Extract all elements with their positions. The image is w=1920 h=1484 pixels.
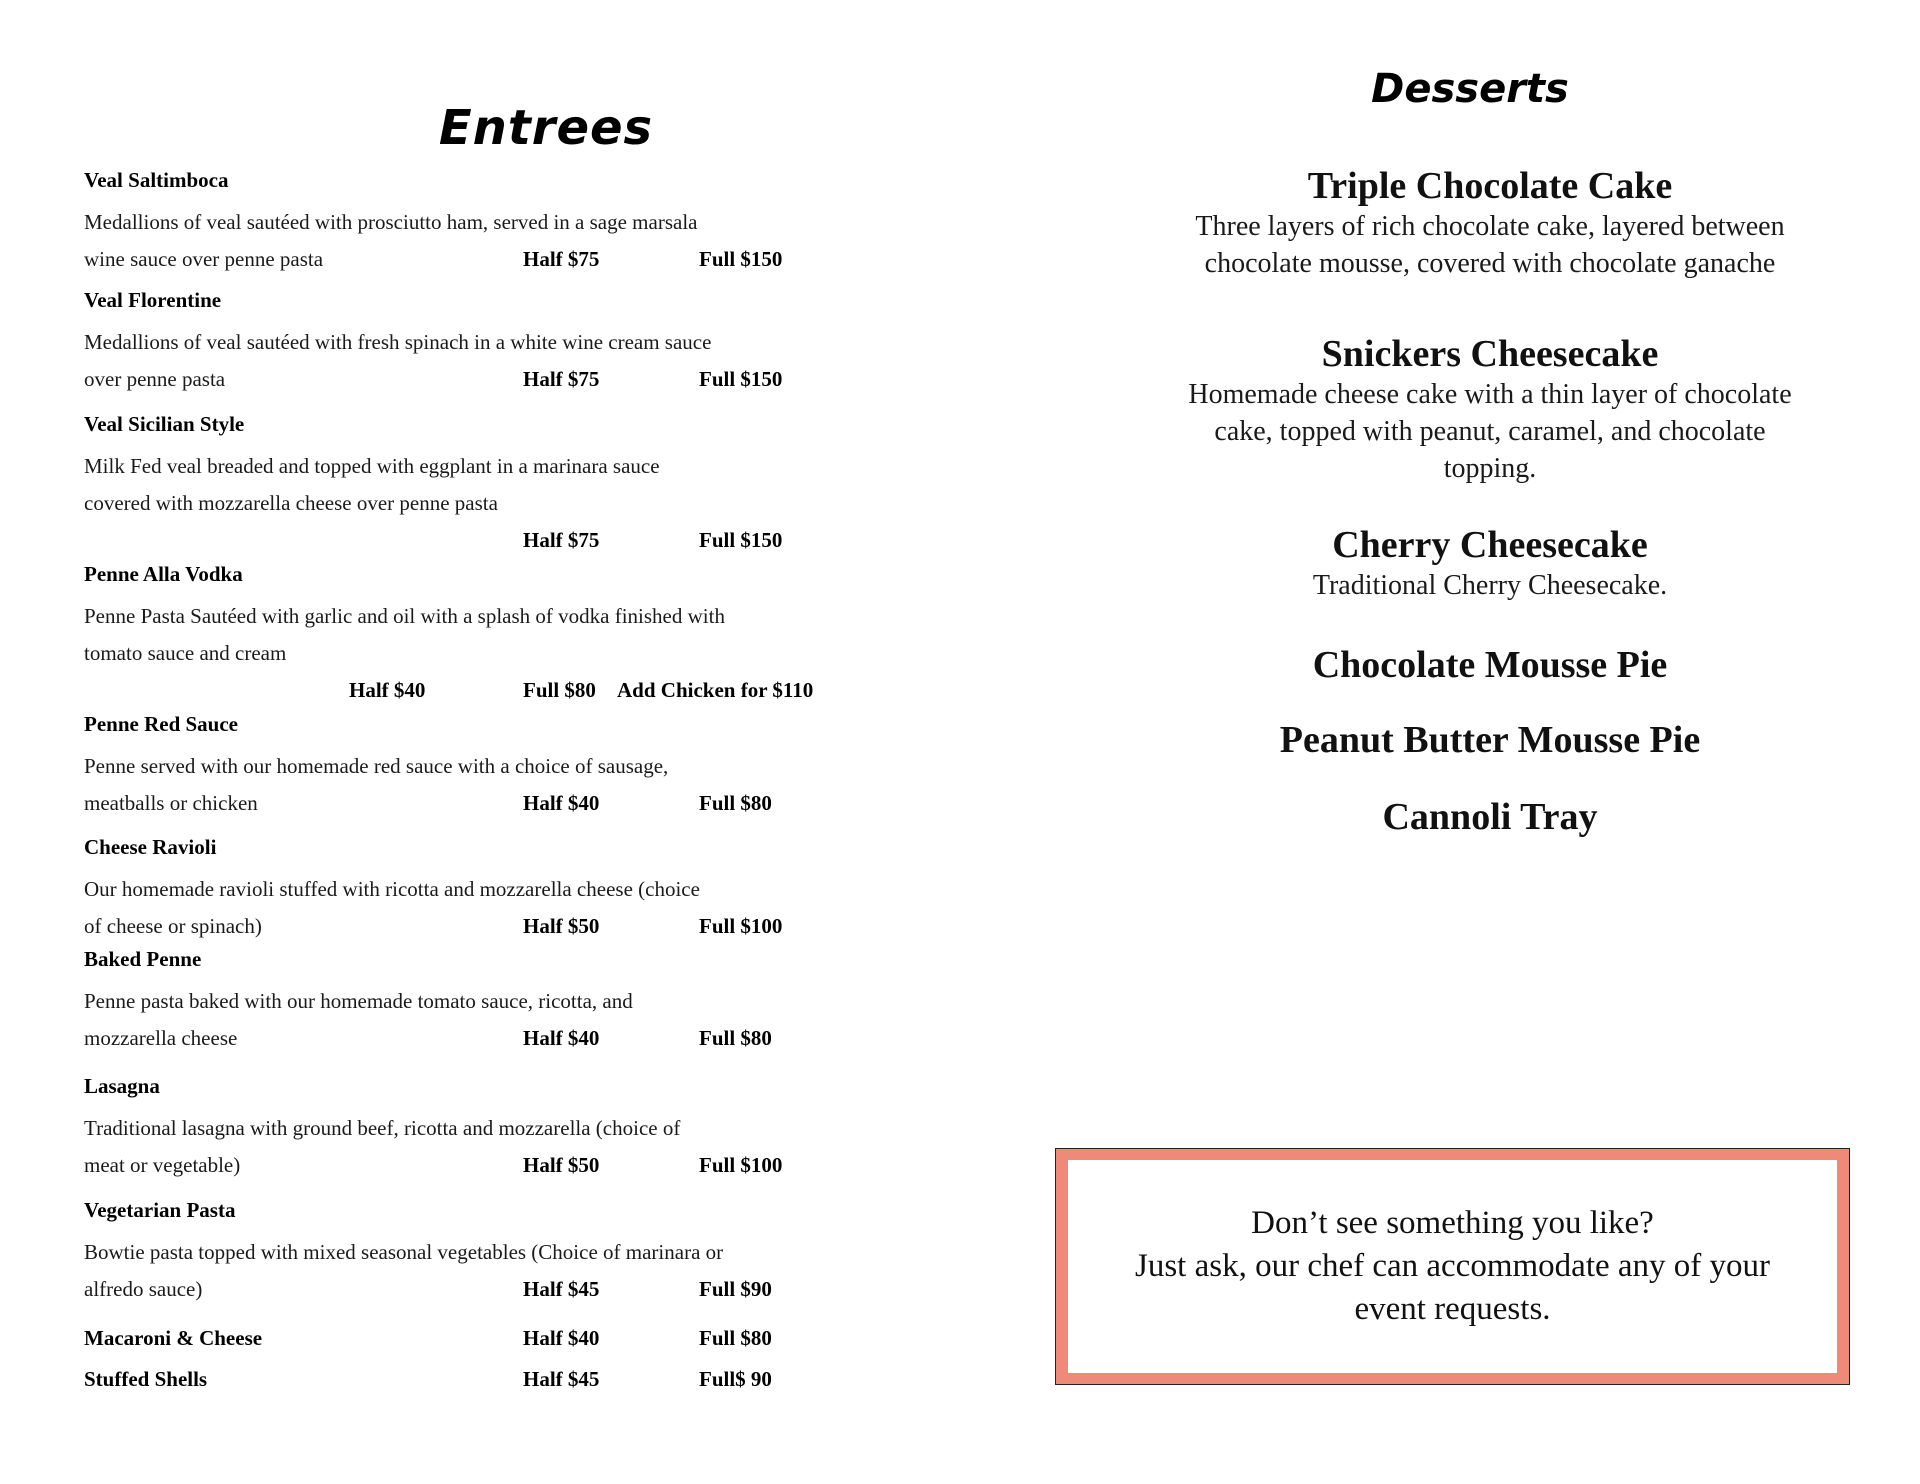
dessert-description-line: Three layers of rich chocolate cake, layered between [1195,211,1785,242]
item-description-text: meat or vegetable) [84,1153,241,1177]
item-description-line: Penne pasta baked with our homemade tomato sauce, ricotta, and [84,989,633,1013]
full-price: Full $80 [699,1326,772,1350]
full-price: Full $90 [699,1277,772,1301]
special-request-text [1068,1160,1837,1373]
menu-item [84,288,864,398]
menu-item [84,1361,864,1398]
menu-item [84,1320,864,1357]
item-description-text: of cheese or spinach) [84,914,262,938]
item-description-text: wine sauce over penne pasta [84,247,324,271]
menu-item [84,1198,864,1308]
item-description-text: alfredo sauce) [84,1277,203,1301]
dessert-item [1105,718,1875,762]
menu-item [84,168,864,278]
dessert-item [1105,332,1875,487]
dessert-item [1105,795,1875,839]
dessert-name: Peanut Butter Mousse Pie [1279,719,1701,761]
dessert-description-line: Traditional Cherry Cheesecake. [1312,570,1668,601]
item-name: Veal Sicilian Style [84,412,245,436]
half-price: Half $45 [523,1277,600,1301]
menu-item [84,712,864,822]
menu-item [84,835,864,945]
desserts-title: Desserts [1371,66,1569,112]
item-name: Cheese Ravioli [84,835,217,859]
item-name: Baked Penne [84,947,202,971]
dessert-name: Triple Chocolate Cake [1307,165,1673,207]
special-request-box [1055,1148,1850,1385]
item-description-line: Bowtie pasta topped with mixed seasonal vegetables (Choice of marinara or [84,1240,724,1264]
dessert-name: Cherry Cheesecake [1332,524,1648,566]
item-description-text: meatballs or chicken [84,791,258,815]
menu-item [84,947,864,1057]
full-price: Full $80 [699,791,772,815]
item-name: Lasagna [84,1074,160,1098]
item-description-line: covered with mozzarella cheese over penne pasta [84,491,498,515]
half-price: Half $75 [523,367,600,391]
half-price: Half $75 [523,528,600,552]
add-chicken-price: Add Chicken for $110 [617,678,814,702]
item-description-line: Traditional lasagna with ground beef, ricotta and mozzarella (choice of [84,1116,681,1140]
item-description-text: over penne pasta [84,367,226,391]
item-description-line: Medallions of veal sautéed with prosciutto ham, served in a sage marsala [84,210,698,234]
full-price: Full $80 [523,678,596,702]
note-line: Don’t see something you like? [1251,1205,1654,1241]
full-price: Full $150 [699,528,783,552]
dessert-name: Chocolate Mousse Pie [1312,644,1668,686]
item-name: Penne Red Sauce [84,712,238,736]
dessert-description-line: Homemade cheese cake with a thin layer of chocolate [1188,379,1792,410]
half-price: Half $75 [523,247,600,271]
item-name: Vegetarian Pasta [84,1198,236,1222]
item-description-line [84,1020,864,1057]
dessert-item [1105,164,1875,282]
menu-item [84,412,864,559]
item-name: Veal Saltimboca [84,168,229,192]
half-price: Half $45 [523,1367,600,1391]
item-name-line [84,1320,864,1357]
item-description-line: Medallions of veal sautéed with fresh spinach in a white wine cream sauce [84,330,712,354]
item-description-line [84,1147,864,1184]
item-name: Veal Florentine [84,288,222,312]
dessert-item [1105,643,1875,687]
item-name: Penne Alla Vodka [84,562,243,586]
half-price: Half $50 [523,1153,600,1177]
dessert-name: Cannoli Tray [1382,796,1598,838]
full-price: Full $150 [699,247,783,271]
half-price: Half $40 [349,678,426,702]
dessert-description-line: cake, topped with peanut, caramel, and chocolate [1214,416,1766,447]
dessert-name: Snickers Cheesecake [1321,333,1659,375]
item-name: Stuffed Shells [84,1367,208,1391]
item-description-line [84,1271,864,1308]
note-line: event requests. [1354,1291,1551,1327]
dessert-description-line: topping. [1443,453,1537,484]
full-price: Full $100 [699,1153,783,1177]
menu-item [84,562,864,709]
full-price: Full $80 [699,1026,772,1050]
item-description-line [84,908,864,945]
item-description-line: Penne Pasta Sautéed with garlic and oil with a splash of vodka finished with [84,604,725,628]
half-price: Half $40 [523,1026,600,1050]
full-price: Full$ 90 [699,1367,772,1391]
item-description-line [84,241,864,278]
item-description-line: Our homemade ravioli stuffed with ricotta and mozzarella cheese (choice [84,877,700,901]
item-description-line: Penne served with our homemade red sauce with a choice of sausage, [84,754,669,778]
dessert-description-line: chocolate mousse, covered with chocolate ganache [1204,248,1776,279]
item-name: Macaroni & Cheese [84,1326,263,1350]
item-description-line [84,785,864,822]
dessert-item [1105,523,1875,604]
item-description-line [84,361,864,398]
menu-item [84,1074,864,1184]
item-description-text: mozzarella cheese [84,1026,238,1050]
note-line: Just ask, our chef can accommodate any of your [1134,1248,1771,1284]
price-line [84,522,864,559]
half-price: Half $50 [523,914,600,938]
item-description-line: tomato sauce and cream [84,641,287,665]
full-price: Full $150 [699,367,783,391]
half-price: Half $40 [523,791,600,815]
entrees-title: Entrees [438,100,654,156]
half-price: Half $40 [523,1326,600,1350]
price-line [84,672,864,709]
item-name-line [84,1361,864,1398]
full-price: Full $100 [699,914,783,938]
item-description-line: Milk Fed veal breaded and topped with eggplant in a marinara sauce [84,454,660,478]
